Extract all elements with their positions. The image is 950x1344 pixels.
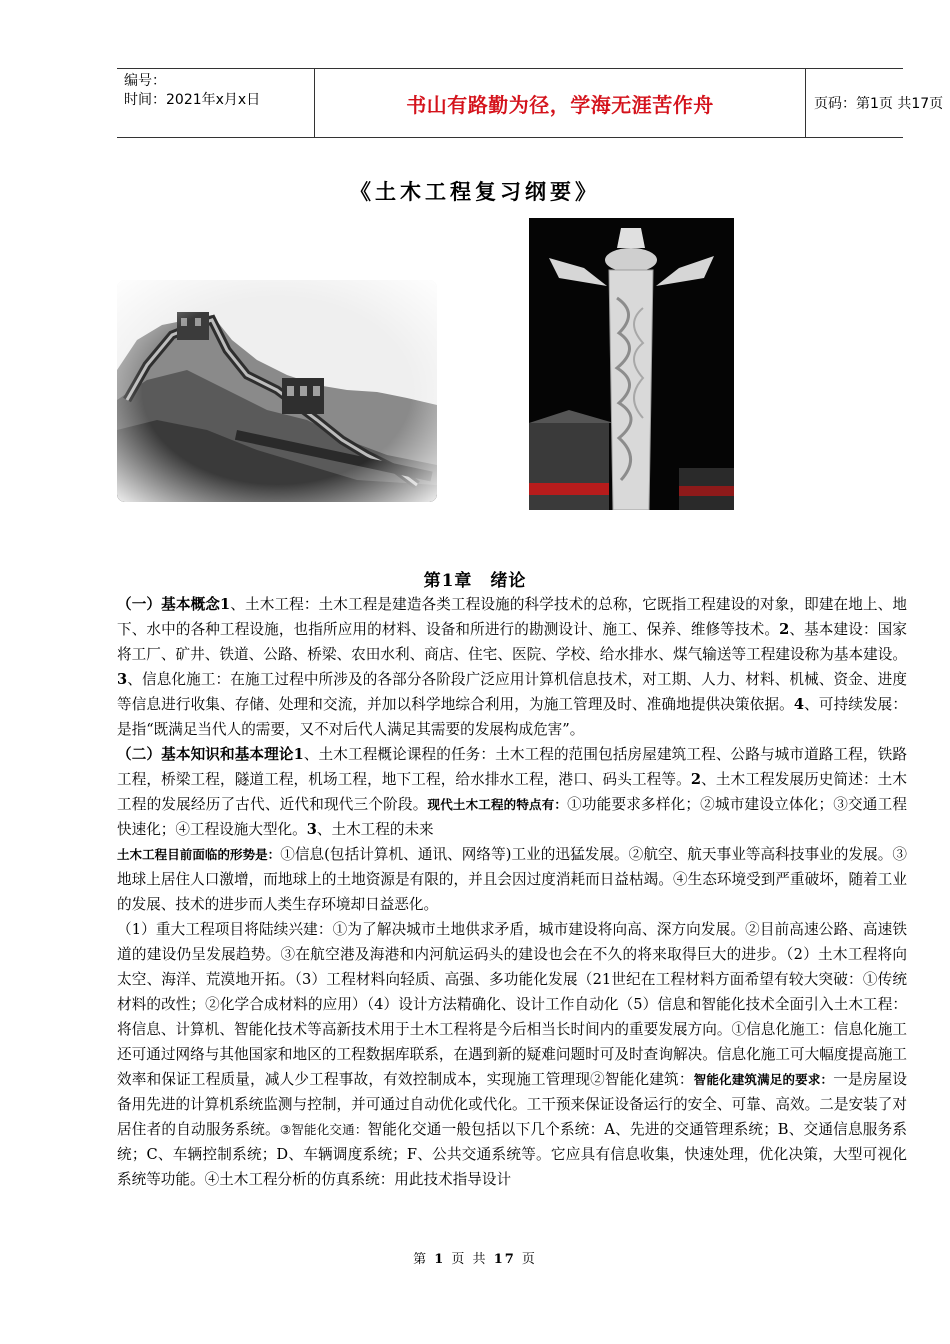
inline-heading: 土木工程目前面临的形势是： — [117, 847, 281, 862]
item-number: 2 — [690, 771, 701, 788]
document-title: 《土木工程复习纲要》 — [350, 179, 600, 204]
item-number: 1 — [293, 746, 304, 763]
paragraph-text: 一是房屋设备用先进的计算机系统监测与控制，并可通过自动优化或代化。工干预来保证设备运行的安全、可靠、高效。二是安装了对居住者的自动服务系统。 — [117, 1071, 907, 1138]
great-wall-illustration — [117, 280, 437, 502]
page-header — [117, 68, 944, 138]
paragraph-text: （1）重大工程项目将陆续兴建：①为了解决城市土地供求矛盾，城市建设将向高、深方向发展。②目前高速公路、高速铁道的建设仍呈发展趋势。③在航空港及海港和内河航运码头的建设也会在不久的将来取得巨大的进步。（2）土木工程将向太空、海洋、荒漠地开拓。（3）工程材料向轻质、高强、多功能化发展（21世纪在工程材料方面希望有较大突破：①传统材料的改性；②化学合成材料的应用）（4）设计方法精确化、设计工作自动化（5）信息和智能化技术全面引入土木工程：将信息、计算机、智能化技术等高新技术用于土木工程将是今后相当长时间内的重要发展方向。①信息化施工：信息化施工还可通过网络与其他国家和地区的工程数据库联系，在遇到新的疑难问题时可及时查询解决。信息化施工可大幅度提高施工效率和保证工程质量，减人少工程事故，有效控制成本，实现施工管理现②智能化建筑： — [117, 921, 907, 1088]
paragraph-basic-knowledge — [117, 742, 907, 917]
great-wall-photo — [117, 280, 437, 502]
paragraph-basic-concepts — [117, 592, 907, 742]
header-motto-cell — [314, 69, 806, 137]
paragraph-text: ①信息(包括计算机、通讯、网络等)工业的迅猛发展。②航空、航天事业等高科技事业的发展。③地球上居住人口激增，而地球上的土地资源是有限的，并且会因过度消耗而日益枯竭。④生态环境受到严重破坏，随着工业的发展、技术的进步而人类生存环境却日益恶化。 — [117, 846, 907, 913]
page-footer — [0, 1248, 950, 1267]
chapter-heading: 第1章 绪论 — [423, 571, 527, 591]
inline-heading: ③智能化交通： — [279, 1122, 368, 1137]
paragraph-text: 、土木工程的未来 — [316, 821, 434, 838]
paragraph-text: 智能化交通一般包括以下几个系统：A、先进的交通管理系统；B、交通信息服务系统；C、车辆控制系统；D、车辆调度系统；F、公共交通系统等。它应具有信息收集，快速处理，优化决策，大型可视化系统等功能。④土木工程分析的仿真系统：用此技术指导设计 — [117, 1121, 907, 1188]
footer-text: 页 — [521, 1252, 537, 1267]
footer-text: 第 — [413, 1252, 429, 1267]
header-page-cell — [805, 69, 944, 137]
item-number: 3 — [117, 671, 128, 688]
item-number: 4 — [793, 696, 804, 713]
item-number: 2 — [779, 621, 790, 638]
footer-page-number: 1 — [434, 1252, 446, 1267]
paragraph-text: 、土木工程：土木工程是建造各类工程设施的科学技术的总称，它既指工程建设的对象，即建在地上、地下、水中的各种工程设施，也指所应用的材料、设备和所进行的勘测设计、施工、保养、维修等技术。 — [117, 596, 907, 638]
paragraph-text: 、土木工程发展历史简述：土木工程的发展经历了古代、近代和现代三个阶段。 — [117, 771, 907, 813]
inline-heading: 智能化建筑满足的要求： — [693, 1072, 834, 1087]
paragraph-text: 、信息化施工：在施工过程中所涉及的各部分各阶段广泛应用计算机信息技术，对工期、人力、材料、机械、资金、进度等信息进行收集、存储、处理和交流，并加以科学地综合利用，为施工管理及时、准确地提供决策依据。 — [117, 671, 907, 713]
section-heading-1: （一）基本概念 — [117, 596, 220, 613]
paragraph-future-trends — [117, 917, 907, 1192]
paragraph-text: 、基本建设：国家将工厂、矿井、铁道、公路、桥梁、农田水利、商店、住宅、医院、学校、给水排水、煤气输送等工程建设称为基本建设。 — [117, 621, 907, 663]
paragraph-text: 、土木工程概论课程的任务：土木工程的范围包括房屋建筑工程、公路与城市道路工程，铁路工程，桥梁工程，隧道工程，机场工程，地下工程，给水排水工程，港口、码头工程等。 — [117, 746, 907, 788]
page-label: 页码：第1页 共17页 — [814, 96, 944, 112]
footer-text: 页 共 — [451, 1252, 488, 1267]
paragraph-text: 、可持续发展：是指“既满足当代人的需要，又不对后代人满足其需要的发展构成危害”。 — [117, 696, 907, 738]
paragraph-text: ①功能要求多样化；②城市建设立体化；③交通工程快速化；④工程设施大型化。 — [117, 796, 907, 838]
huabiao-illustration — [529, 218, 734, 510]
footer-total-pages: 17 — [493, 1252, 516, 1267]
section-heading-2: （二）基本知识和基本理论 — [117, 746, 294, 763]
item-number: 3 — [306, 821, 317, 838]
huabiao-pillar-photo — [529, 218, 734, 510]
motto-text: 书山有路勤为径，学海无涯苦作舟 — [406, 92, 714, 117]
document-body — [117, 592, 907, 1192]
time-label: 时间：2021年x月x日 — [124, 92, 261, 108]
number-label: 编号： — [124, 73, 166, 89]
header-meta — [117, 69, 314, 137]
inline-heading: 现代土木工程的特点有： — [427, 797, 568, 812]
item-number: 1 — [220, 596, 231, 613]
